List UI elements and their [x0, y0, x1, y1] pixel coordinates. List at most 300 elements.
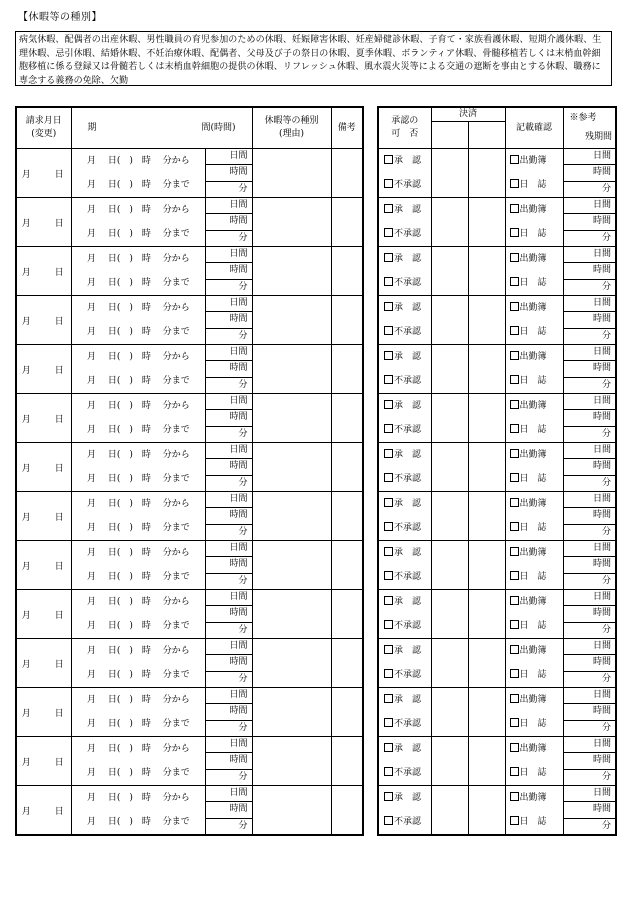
- leave-type-cell[interactable]: [252, 247, 331, 296]
- table-row: [16, 590, 363, 606]
- not-approve-checkbox[interactable]: 不承認: [384, 761, 431, 785]
- remain-days[interactable]: 日間: [563, 149, 616, 165]
- remain-days[interactable]: 日間: [563, 786, 616, 802]
- attendance-book-checkbox[interactable]: 出勤簿: [510, 443, 563, 467]
- diary-checkbox[interactable]: 日 誌: [510, 712, 563, 736]
- request-date-cell[interactable]: 月 日: [16, 590, 71, 639]
- checkbox-square-icon: [384, 743, 393, 752]
- decision-stamp-2[interactable]: [468, 443, 505, 492]
- unit-days[interactable]: 日間: [205, 737, 252, 753]
- unit-days[interactable]: 日間: [205, 149, 252, 165]
- remain-days[interactable]: 日間: [563, 345, 616, 361]
- remain-days[interactable]: 日間: [563, 247, 616, 263]
- approve-checkbox[interactable]: 承 認: [384, 590, 431, 614]
- diary-checkbox[interactable]: 日 誌: [510, 663, 563, 687]
- remain-days[interactable]: 日間: [563, 492, 616, 508]
- approval-cell: [378, 394, 431, 443]
- diary-checkbox[interactable]: 日 誌: [510, 418, 563, 442]
- decision-stamp-2[interactable]: [468, 639, 505, 688]
- period-cell[interactable]: [87, 394, 205, 443]
- decision-stamp-2[interactable]: [468, 688, 505, 737]
- unit-days[interactable]: 日間: [205, 247, 252, 263]
- period-cell[interactable]: [87, 590, 205, 639]
- period-cell[interactable]: [87, 198, 205, 247]
- unit-minutes[interactable]: 分: [205, 573, 252, 589]
- approve-checkbox[interactable]: 承 認: [384, 296, 431, 320]
- not-approve-checkbox[interactable]: 不承認: [384, 712, 431, 736]
- remain-hours[interactable]: 時間: [563, 214, 616, 230]
- remain-minutes[interactable]: 分: [563, 622, 616, 638]
- unit-minutes[interactable]: 分: [205, 377, 252, 393]
- period-from: 月 日( ) 時 分から: [87, 499, 190, 509]
- period-cell[interactable]: [87, 296, 205, 345]
- decision-stamp-2[interactable]: [468, 492, 505, 541]
- remain-days[interactable]: 日間: [563, 737, 616, 753]
- decision-stamp-2[interactable]: [468, 590, 505, 639]
- request-date-cell[interactable]: 月 日: [16, 688, 71, 737]
- period-cell[interactable]: [87, 688, 205, 737]
- remain-minutes[interactable]: 分: [563, 769, 616, 785]
- request-date-cell[interactable]: 月 日: [16, 394, 71, 443]
- request-date-cell[interactable]: 月 日: [16, 296, 71, 345]
- leave-type-cell[interactable]: [252, 394, 331, 443]
- period-from: 月 日( ) 時 分から: [87, 646, 190, 656]
- remain-days[interactable]: 日間: [563, 688, 616, 704]
- request-date-cell[interactable]: 月 日: [16, 345, 71, 394]
- unit-minutes[interactable]: 分: [205, 426, 252, 442]
- approve-checkbox[interactable]: 承 認: [384, 394, 431, 418]
- approval-cell: [378, 149, 431, 198]
- request-date-cell[interactable]: 月 日: [16, 639, 71, 688]
- attendance-book-checkbox[interactable]: 出勤簿: [510, 688, 563, 712]
- checkbox-square-icon: [384, 179, 393, 188]
- unit-hours[interactable]: 時間: [205, 655, 252, 671]
- checkbox-square-icon: [510, 816, 519, 825]
- period-cell[interactable]: [87, 443, 205, 492]
- unit-days[interactable]: 日間: [205, 590, 252, 606]
- checkbox-square-icon: [510, 718, 519, 727]
- request-date-cell[interactable]: 月 日: [16, 492, 71, 541]
- unit-hours[interactable]: 時間: [205, 410, 252, 426]
- unit-minutes[interactable]: 分: [205, 720, 252, 736]
- period-pad: [71, 541, 87, 590]
- unit-hours[interactable]: 時間: [205, 704, 252, 720]
- leave-types-list: 病気休暇、配偶者の出産休暇、男性職員の育児参加のための休暇、妊娠障害休暇、妊産婦健診休暇、子育て・家族看護休暇、短期介護休暇、生理休暇、忌引休暇、結婚休暇、不妊治療休暇、配偶者、父母及び子の祭日の休暇、夏季休暇、ボランティア休暇、骨髄移植若しくは末梢血幹細胞移植に係る登録又は骨髄若しくは末梢血幹細胞の提供の休暇、リフレッシュ休暇、風水震火災等による交通の遮断を事由とする休暇、職務に専念する義務の免除、欠勤: [15, 31, 612, 86]
- decision-stamp-1[interactable]: [431, 345, 468, 394]
- not-approve-checkbox[interactable]: 不承認: [384, 467, 431, 491]
- decision-stamp-1[interactable]: [431, 688, 468, 737]
- request-date-cell[interactable]: 月 日: [16, 149, 71, 198]
- decision-stamp-1[interactable]: [431, 149, 468, 198]
- leave-type-cell[interactable]: [252, 149, 331, 198]
- not-approve-checkbox[interactable]: 不承認: [384, 271, 431, 295]
- remain-minutes[interactable]: 分: [563, 671, 616, 687]
- unit-hours[interactable]: 時間: [205, 459, 252, 475]
- remain-minutes[interactable]: 分: [563, 573, 616, 589]
- remain-minutes[interactable]: 分: [563, 377, 616, 393]
- record-check-cell: [505, 443, 563, 492]
- remain-days[interactable]: 日間: [563, 394, 616, 410]
- header-record-check: 記載確認: [505, 107, 563, 149]
- decision-stamp-2[interactable]: [468, 149, 505, 198]
- approve-checkbox[interactable]: 承 認: [384, 492, 431, 516]
- remain-days[interactable]: 日間: [563, 590, 616, 606]
- diary-checkbox[interactable]: 日 誌: [510, 467, 563, 491]
- approve-checkbox[interactable]: 承 認: [384, 737, 431, 761]
- leave-type-cell[interactable]: [252, 786, 331, 836]
- unit-minutes[interactable]: 分: [205, 328, 252, 344]
- remarks-cell[interactable]: [331, 737, 363, 786]
- checkbox-square-icon: [510, 179, 519, 188]
- approval-cell: [378, 443, 431, 492]
- approval-cell: [378, 345, 431, 394]
- leave-type-cell[interactable]: [252, 639, 331, 688]
- remain-days[interactable]: 日間: [563, 198, 616, 214]
- checkbox-square-icon: [510, 449, 519, 458]
- remain-hours[interactable]: 時間: [563, 263, 616, 279]
- remarks-cell[interactable]: [331, 345, 363, 394]
- remarks-cell[interactable]: [331, 198, 363, 247]
- not-approve-checkbox[interactable]: 不承認: [384, 516, 431, 540]
- period-from: 月 日( ) 時 分から: [87, 744, 190, 754]
- decision-stamp-1[interactable]: [431, 247, 468, 296]
- record-check-cell: [505, 345, 563, 394]
- not-approve-checkbox[interactable]: 不承認: [384, 663, 431, 687]
- remain-minutes[interactable]: 分: [563, 426, 616, 442]
- decision-stamp-1[interactable]: [431, 394, 468, 443]
- remain-hours[interactable]: 時間: [563, 165, 616, 181]
- period-to: 月 日( ) 時 分まで: [87, 327, 190, 337]
- period-to: 月 日( ) 時 分まで: [87, 621, 190, 631]
- remarks-cell[interactable]: [331, 590, 363, 639]
- unit-hours[interactable]: 時間: [205, 753, 252, 769]
- types-heading: 【休暇等の種別】: [18, 12, 102, 23]
- decision-stamp-1[interactable]: [431, 296, 468, 345]
- approval-cell: [378, 737, 431, 786]
- record-check-cell: [505, 786, 563, 836]
- diary-checkbox[interactable]: 日 誌: [510, 761, 563, 785]
- diary-checkbox[interactable]: 日 誌: [510, 222, 563, 246]
- remarks-cell[interactable]: [331, 786, 363, 836]
- attendance-book-checkbox[interactable]: 出勤簿: [510, 296, 563, 320]
- remarks-cell[interactable]: [331, 394, 363, 443]
- table-row: [16, 688, 363, 704]
- decision-stamp-1[interactable]: [431, 492, 468, 541]
- record-check-cell: [505, 296, 563, 345]
- remain-minutes[interactable]: 分: [563, 230, 616, 246]
- record-check-cell: [505, 590, 563, 639]
- period-pad: [71, 247, 87, 296]
- record-check-cell: [505, 198, 563, 247]
- request-date-cell[interactable]: 月 日: [16, 541, 71, 590]
- unit-hours[interactable]: 時間: [205, 214, 252, 230]
- decision-stamp-2[interactable]: [468, 786, 505, 836]
- approval-cell: [378, 639, 431, 688]
- remain-minutes[interactable]: 分: [563, 475, 616, 491]
- diary-checkbox[interactable]: 日 誌: [510, 369, 563, 393]
- remain-hours[interactable]: 時間: [563, 704, 616, 720]
- remain-minutes[interactable]: 分: [563, 818, 616, 835]
- period-to: 月 日( ) 時 分まで: [87, 768, 190, 778]
- remain-hours[interactable]: 時間: [563, 753, 616, 769]
- diary-checkbox[interactable]: 日 誌: [510, 614, 563, 638]
- header-leave-type: 休暇等の種別 (理由): [252, 107, 331, 149]
- approval-cell: [378, 688, 431, 737]
- period-pad: [71, 590, 87, 639]
- unit-minutes[interactable]: 分: [205, 769, 252, 785]
- decision-stamp-1[interactable]: [431, 639, 468, 688]
- remain-hours[interactable]: 時間: [563, 802, 616, 818]
- table-row: [378, 492, 616, 508]
- approve-checkbox[interactable]: 承 認: [384, 198, 431, 222]
- diary-checkbox[interactable]: 日 誌: [510, 516, 563, 540]
- remain-minutes[interactable]: 分: [563, 524, 616, 540]
- table-row: [378, 443, 616, 459]
- decision-stamp-2[interactable]: [468, 296, 505, 345]
- remarks-cell[interactable]: [331, 639, 363, 688]
- decision-stamp-1[interactable]: [431, 786, 468, 836]
- table-row: [16, 541, 363, 557]
- leave-type-cell[interactable]: [252, 443, 331, 492]
- approval-cell: [378, 296, 431, 345]
- remarks-cell[interactable]: [331, 296, 363, 345]
- unit-minutes[interactable]: 分: [205, 622, 252, 638]
- diary-checkbox[interactable]: 日 誌: [510, 271, 563, 295]
- remain-minutes[interactable]: 分: [563, 328, 616, 344]
- remain-days[interactable]: 日間: [563, 639, 616, 655]
- attendance-book-checkbox[interactable]: 出勤簿: [510, 737, 563, 761]
- diary-checkbox[interactable]: 日 誌: [510, 320, 563, 344]
- period-cell[interactable]: [87, 492, 205, 541]
- remarks-cell[interactable]: [331, 443, 363, 492]
- remain-hours[interactable]: 時間: [563, 410, 616, 426]
- checkbox-square-icon: [384, 228, 393, 237]
- checkbox-square-icon: [510, 743, 519, 752]
- remain-days[interactable]: 日間: [563, 443, 616, 459]
- attendance-book-checkbox[interactable]: 出勤簿: [510, 198, 563, 222]
- leave-type-cell[interactable]: [252, 590, 331, 639]
- remain-hours[interactable]: 時間: [563, 361, 616, 377]
- period-from: 月 日( ) 時 分から: [87, 401, 190, 411]
- not-approve-checkbox[interactable]: 不承認: [384, 369, 431, 393]
- unit-minutes[interactable]: 分: [205, 475, 252, 491]
- decision-stamp-1[interactable]: [431, 541, 468, 590]
- decision-stamp-2[interactable]: [468, 541, 505, 590]
- remarks-cell[interactable]: [331, 149, 363, 198]
- remain-hours[interactable]: 時間: [563, 557, 616, 573]
- unit-days[interactable]: 日間: [205, 296, 252, 312]
- attendance-book-checkbox[interactable]: 出勤簿: [510, 149, 563, 173]
- unit-days[interactable]: 日間: [205, 688, 252, 704]
- unit-days[interactable]: 日間: [205, 541, 252, 557]
- request-date-cell[interactable]: 月 日: [16, 198, 71, 247]
- not-approve-checkbox[interactable]: 不承認: [384, 565, 431, 589]
- remarks-cell[interactable]: [331, 541, 363, 590]
- decision-stamp-1[interactable]: [431, 590, 468, 639]
- unit-days[interactable]: 日間: [205, 394, 252, 410]
- checkbox-square-icon: [384, 792, 393, 801]
- approve-checkbox[interactable]: 承 認: [384, 247, 431, 271]
- header-period: 期 間(時間): [71, 107, 252, 149]
- attendance-book-checkbox[interactable]: 出勤簿: [510, 786, 563, 810]
- checkbox-square-icon: [510, 155, 519, 164]
- table-row: [378, 345, 616, 361]
- approve-checkbox[interactable]: 承 認: [384, 541, 431, 565]
- table-row: [16, 345, 363, 361]
- remain-hours[interactable]: 時間: [563, 459, 616, 475]
- period-from: 月 日( ) 時 分から: [87, 548, 190, 558]
- period-from: 月 日( ) 時 分から: [87, 303, 190, 313]
- remain-hours[interactable]: 時間: [563, 606, 616, 622]
- checkbox-square-icon: [510, 498, 519, 507]
- table-row: [378, 247, 616, 263]
- checkbox-square-icon: [510, 473, 519, 482]
- period-to: 月 日( ) 時 分まで: [87, 572, 190, 582]
- attendance-book-checkbox[interactable]: 出勤簿: [510, 639, 563, 663]
- table-row: [378, 688, 616, 704]
- not-approve-checkbox[interactable]: 不承認: [384, 418, 431, 442]
- checkbox-square-icon: [384, 155, 393, 164]
- approve-checkbox[interactable]: 承 認: [384, 786, 431, 810]
- decision-stamp-2[interactable]: [468, 737, 505, 786]
- header-reference: ※参考 残期間: [563, 107, 616, 149]
- approval-cell: [378, 198, 431, 247]
- unit-minutes[interactable]: 分: [205, 671, 252, 687]
- leave-request-table: [15, 106, 364, 836]
- header-decision: 決済: [431, 107, 505, 122]
- checkbox-square-icon: [510, 596, 519, 605]
- checkbox-square-icon: [384, 571, 393, 580]
- remarks-cell[interactable]: [331, 688, 363, 737]
- unit-minutes[interactable]: 分: [205, 279, 252, 295]
- period-to: 月 日( ) 時 分まで: [87, 523, 190, 533]
- request-date-cell[interactable]: 月 日: [16, 443, 71, 492]
- table-row: [378, 737, 616, 753]
- decision-stamp-2[interactable]: [468, 394, 505, 443]
- request-date-cell[interactable]: 月 日: [16, 737, 71, 786]
- period-pad: [71, 149, 87, 198]
- checkbox-square-icon: [384, 816, 393, 825]
- diary-checkbox[interactable]: 日 誌: [510, 173, 563, 197]
- unit-hours[interactable]: 時間: [205, 557, 252, 573]
- decision-stamp-1[interactable]: [431, 443, 468, 492]
- attendance-book-checkbox[interactable]: 出勤簿: [510, 541, 563, 565]
- unit-days[interactable]: 日間: [205, 345, 252, 361]
- period-cell[interactable]: [87, 345, 205, 394]
- header-approval: 承認の 可 否: [378, 107, 431, 149]
- unit-hours[interactable]: 時間: [205, 312, 252, 328]
- unit-hours[interactable]: 時間: [205, 606, 252, 622]
- checkbox-square-icon: [384, 547, 393, 556]
- leave-type-cell[interactable]: [252, 688, 331, 737]
- period-cell[interactable]: [87, 786, 205, 836]
- period-from: 月 日( ) 時 分から: [87, 793, 190, 803]
- unit-hours[interactable]: 時間: [205, 508, 252, 524]
- period-cell[interactable]: [87, 737, 205, 786]
- request-date-cell[interactable]: 月 日: [16, 247, 71, 296]
- decision-stamp-1[interactable]: [431, 198, 468, 247]
- unit-minutes[interactable]: 分: [205, 181, 252, 197]
- leave-type-cell[interactable]: [252, 198, 331, 247]
- leave-type-cell[interactable]: [252, 737, 331, 786]
- remain-days[interactable]: 日間: [563, 296, 616, 312]
- remarks-cell[interactable]: [331, 492, 363, 541]
- request-date-cell[interactable]: 月 日: [16, 786, 71, 836]
- decision-stamp-1[interactable]: [431, 737, 468, 786]
- decision-stamp-2[interactable]: [468, 345, 505, 394]
- period-to: 月 日( ) 時 分まで: [87, 719, 190, 729]
- unit-minutes[interactable]: 分: [205, 230, 252, 246]
- checkbox-square-icon: [510, 792, 519, 801]
- unit-days[interactable]: 日間: [205, 443, 252, 459]
- period-pad: [71, 345, 87, 394]
- diary-checkbox[interactable]: 日 誌: [510, 810, 563, 834]
- decision-stamp-2[interactable]: [468, 247, 505, 296]
- attendance-book-checkbox[interactable]: 出勤簿: [510, 492, 563, 516]
- attendance-book-checkbox[interactable]: 出勤簿: [510, 345, 563, 369]
- checkbox-square-icon: [384, 645, 393, 654]
- remain-hours[interactable]: 時間: [563, 508, 616, 524]
- approve-checkbox[interactable]: 承 認: [384, 639, 431, 663]
- unit-minutes[interactable]: 分: [205, 818, 252, 835]
- not-approve-checkbox[interactable]: 不承認: [384, 320, 431, 344]
- attendance-book-checkbox[interactable]: 出勤簿: [510, 394, 563, 418]
- not-approve-checkbox[interactable]: 不承認: [384, 222, 431, 246]
- remain-hours[interactable]: 時間: [563, 312, 616, 328]
- diary-checkbox[interactable]: 日 誌: [510, 565, 563, 589]
- leave-type-cell[interactable]: [252, 345, 331, 394]
- remain-minutes[interactable]: 分: [563, 720, 616, 736]
- unit-hours[interactable]: 時間: [205, 802, 252, 818]
- period-cell[interactable]: [87, 247, 205, 296]
- not-approve-checkbox[interactable]: 不承認: [384, 810, 431, 834]
- period-to: 月 日( ) 時 分まで: [87, 670, 190, 680]
- table-row: [16, 443, 363, 459]
- approve-checkbox[interactable]: 承 認: [384, 443, 431, 467]
- remain-minutes[interactable]: 分: [563, 279, 616, 295]
- leave-type-cell[interactable]: [252, 296, 331, 345]
- unit-hours[interactable]: 時間: [205, 165, 252, 181]
- period-cell[interactable]: [87, 639, 205, 688]
- not-approve-checkbox[interactable]: 不承認: [384, 614, 431, 638]
- unit-hours[interactable]: 時間: [205, 361, 252, 377]
- approve-checkbox[interactable]: 承 認: [384, 688, 431, 712]
- unit-days[interactable]: 日間: [205, 786, 252, 802]
- remarks-cell[interactable]: [331, 247, 363, 296]
- leave-type-cell[interactable]: [252, 492, 331, 541]
- header-remarks: 備考: [331, 107, 363, 149]
- period-cell[interactable]: [87, 541, 205, 590]
- remain-hours[interactable]: 時間: [563, 655, 616, 671]
- remain-minutes[interactable]: 分: [563, 181, 616, 197]
- unit-hours[interactable]: 時間: [205, 263, 252, 279]
- record-check-cell: [505, 541, 563, 590]
- unit-days[interactable]: 日間: [205, 492, 252, 508]
- unit-days[interactable]: 日間: [205, 639, 252, 655]
- approve-checkbox[interactable]: 承 認: [384, 345, 431, 369]
- remain-days[interactable]: 日間: [563, 541, 616, 557]
- unit-minutes[interactable]: 分: [205, 524, 252, 540]
- decision-stamp-2[interactable]: [468, 198, 505, 247]
- checkbox-square-icon: [510, 645, 519, 654]
- not-approve-checkbox[interactable]: 不承認: [384, 173, 431, 197]
- attendance-book-checkbox[interactable]: 出勤簿: [510, 247, 563, 271]
- period-cell[interactable]: [87, 149, 205, 198]
- attendance-book-checkbox[interactable]: 出勤簿: [510, 590, 563, 614]
- approve-checkbox[interactable]: 承 認: [384, 149, 431, 173]
- unit-days[interactable]: 日間: [205, 198, 252, 214]
- leave-type-cell[interactable]: [252, 541, 331, 590]
